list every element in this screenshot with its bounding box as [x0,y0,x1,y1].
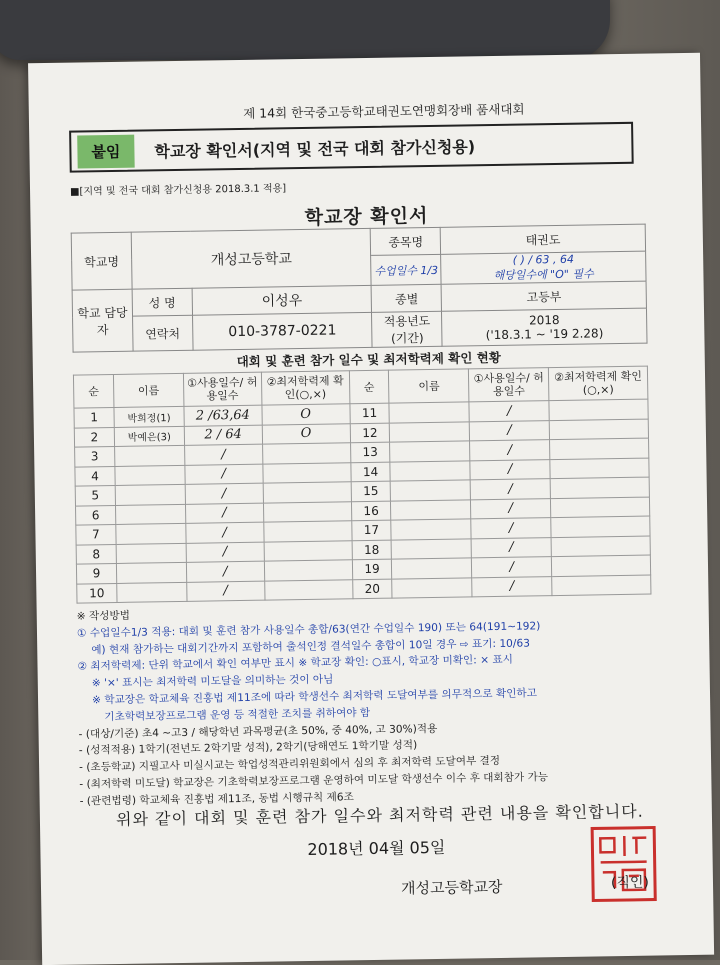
row-no: 1 [74,407,114,427]
guide-item: - (성적적용) 1학기(전년도 2학기말 성적), 2학기(당해연도 1학기말 성적) [78,739,418,757]
row-name-right [392,558,472,579]
row-check-right [551,536,650,557]
row-no: 4 [75,466,115,486]
main-title: 학교장 확인서 [304,205,429,229]
guide-item: ② 최저학력제: 단위 학교에서 확인 여부만 표시 ※ 학교장 확인: ○표시, 학교장 미확인: × 표시 [77,654,513,673]
guide-item: ① 수업일수1/3 적용: 대회 및 훈련 참가 사용일수 총합/63(연간 수업일수 190) 또는 64(191~192) [76,620,541,640]
period-year: 2018 [528,312,560,328]
division-label: 종별 [372,284,442,312]
header-days-right: ①사용일수/ 허용일수 [469,368,549,402]
row-name-right [391,480,471,501]
row-days-right: / [472,557,552,578]
name-label: 성 명 [132,288,192,316]
row-days: / [185,483,263,504]
row-days: 2 /63,64 [184,405,262,426]
contact-value: 010-3787-0221 [192,312,372,350]
row-no-right: 16 [351,501,391,521]
row-name [116,543,186,564]
school-value: 개성고등학교 [131,228,371,289]
staff-label: 학교 담당자 [72,289,133,352]
row-name: 박예은(3) [114,426,184,447]
row-days: / [184,444,262,465]
row-name: 박희정(1) [114,406,184,427]
row-check-right [549,419,648,440]
row-no-right: 14 [350,462,390,482]
row-check [263,501,351,522]
row-no: 6 [75,505,115,525]
guide-item: - (최저학력 미도달) 학교장은 기초학력보장프로그램 운영하여 미도달 학생선수 이수 후 대회참가 가능 [79,771,549,791]
principal-signature: 개성고등학교장 [400,877,503,898]
row-no: 5 [75,485,115,505]
row-name-right [390,421,470,442]
row-no: 2 [74,427,114,447]
row-check-right [552,575,651,596]
row-check-right [550,458,649,479]
row-no-right: 17 [351,520,391,540]
row-days: / [185,464,263,485]
class-days-label: 수업일수 1/3 [371,254,441,285]
name-value: 이성우 [192,285,372,315]
period-cell [442,308,647,346]
row-check [263,521,351,542]
table-title: 대회 및 훈련 참가 일수 및 최저학력제 확인 현황 [236,349,501,370]
row-no-right: 19 [352,559,392,579]
header-name-right: 이름 [389,369,469,403]
row-name-right [392,577,472,598]
row-no-right: 18 [352,540,392,560]
info-table [71,224,648,353]
row-name [116,562,186,583]
guide-heading: ※ 작성방법 [76,609,131,623]
guide-item: - (관련법령) 학교체육 진흥법 제11조, 동법 시행규칙 제6조 [79,791,354,808]
row-no-right: 15 [351,481,391,501]
period-label: 적용년도 (기간) [372,311,442,347]
row-days-right: / [470,459,550,480]
participation-table [73,366,652,604]
row-check-right [551,516,650,537]
guide-item: - (대상/기준) 초4 ~고3 / 해당학년 과목평균(초 50%, 중 40%, 고 30%)적용 [78,722,438,741]
row-days-right: / [470,420,550,441]
competition-subtitle: 제 14회 한국중고등학교태권도연맹회장배 품새대회 [243,101,525,121]
confirmation-statement: 위와 같이 대회 및 훈련 참가 일수와 최저학력 관련 내용을 확인합니다. [115,801,644,829]
row-check: O [262,404,350,425]
row-no-right: 11 [349,403,389,423]
attachment-tag: 붙임 [77,134,134,168]
header-days: ①사용일수/ 허용일수 [183,372,261,406]
row-name [115,445,185,466]
row-days: / [186,542,264,563]
row-days: / [185,503,263,524]
row-check [262,443,350,464]
row-no: 8 [76,544,116,564]
class-days-cell [441,251,646,284]
event-label: 종목명 [371,227,441,255]
document-date: 2018년 04월 05일 [307,837,446,859]
row-days-right: / [471,537,551,558]
row-check: O [262,423,350,444]
row-check-right [550,438,649,459]
event-value: 태권도 [440,224,645,254]
row-check [264,540,352,561]
class-days-value: ( ) / 63 , 64 [512,252,575,267]
row-check-right [551,555,650,576]
writing-guide [77,599,680,810]
row-check [263,462,351,483]
row-days: / [187,581,265,602]
row-name [115,504,185,525]
row-name-right [391,519,471,540]
row-check [264,560,352,581]
period-range: ('18.3.1 ~ '19 2.28) [485,326,604,343]
header-check-right: ②최저학력제 확인(○,×) [549,366,648,401]
row-no: 3 [75,446,115,466]
row-days-right: / [472,576,552,597]
row-no: 9 [76,563,116,583]
device-edge [0,0,610,60]
row-name [115,465,185,486]
row-no: 7 [76,524,116,544]
guide-item: ※ '×' 표시는 최저학력 미도달을 의미하는 것이 아님 [91,673,334,690]
row-no: 10 [77,583,117,603]
header-check: ②최저학력제 확인(○,×) [261,371,349,405]
row-no-right: 13 [350,442,390,462]
row-name-right [390,441,470,462]
row-check-right [551,497,650,518]
division-value: 고등부 [441,281,646,311]
class-days-note: 해당일수에 "O" 필수 [493,267,594,282]
guide-item: ※ 학교장은 학교체육 진흥법 제11조에 따라 학생선수 최저학력 도달여부를 의무적으로 확인하고 [91,687,538,707]
row-days: 2 / 64 [184,425,262,446]
seal-label: (직인) [610,874,650,892]
row-days-right: / [470,479,550,500]
row-days: / [186,522,264,543]
row-name-right [390,460,470,481]
row-days-right: / [471,518,551,539]
row-no-right: 12 [350,423,390,443]
row-check-right [549,399,648,420]
row-check-right [550,477,649,498]
row-name [115,484,185,505]
guide-item: 기초학력보장프로그램 운영 등 적절한 조치를 취하여야 함 [104,706,371,723]
row-name-right [392,538,472,559]
official-seal-stamp [588,823,659,904]
school-label: 학교명 [71,232,132,290]
header-name: 이름 [113,373,183,407]
row-days-right: / [469,401,549,422]
row-name [117,582,187,603]
row-name-right [391,499,471,520]
guide-item: - (초등학교) 지필고사 미실시교는 학업성적관리위원회에서 심의 후 최저학력 도달여부 결정 [79,755,501,774]
title-bar [69,122,634,173]
row-check [263,482,351,503]
row-name-right [389,402,469,423]
contact-label: 연락처 [132,315,192,351]
guide-item: 예) 현재 참가하는 대회기간까지 포함하여 출석인정 결석일수 총합이 10일 경우 ⇨ 표기: 10/63 [91,637,531,656]
header-no: 순 [73,374,113,408]
row-days: / [186,561,264,582]
rule-note: ■[지역 및 전국 대회 참가신청용 2018.3.1 적용] [69,183,287,198]
row-days-right: / [471,498,551,519]
header-no-right: 순 [349,370,389,404]
row-check [264,579,352,600]
document-page [28,53,714,965]
row-no-right: 20 [352,579,392,599]
row-name [116,523,186,544]
row-days-right: / [470,440,550,461]
document-title: 학교장 확인서(지역 및 전국 대회 참가신청용) [154,136,476,161]
